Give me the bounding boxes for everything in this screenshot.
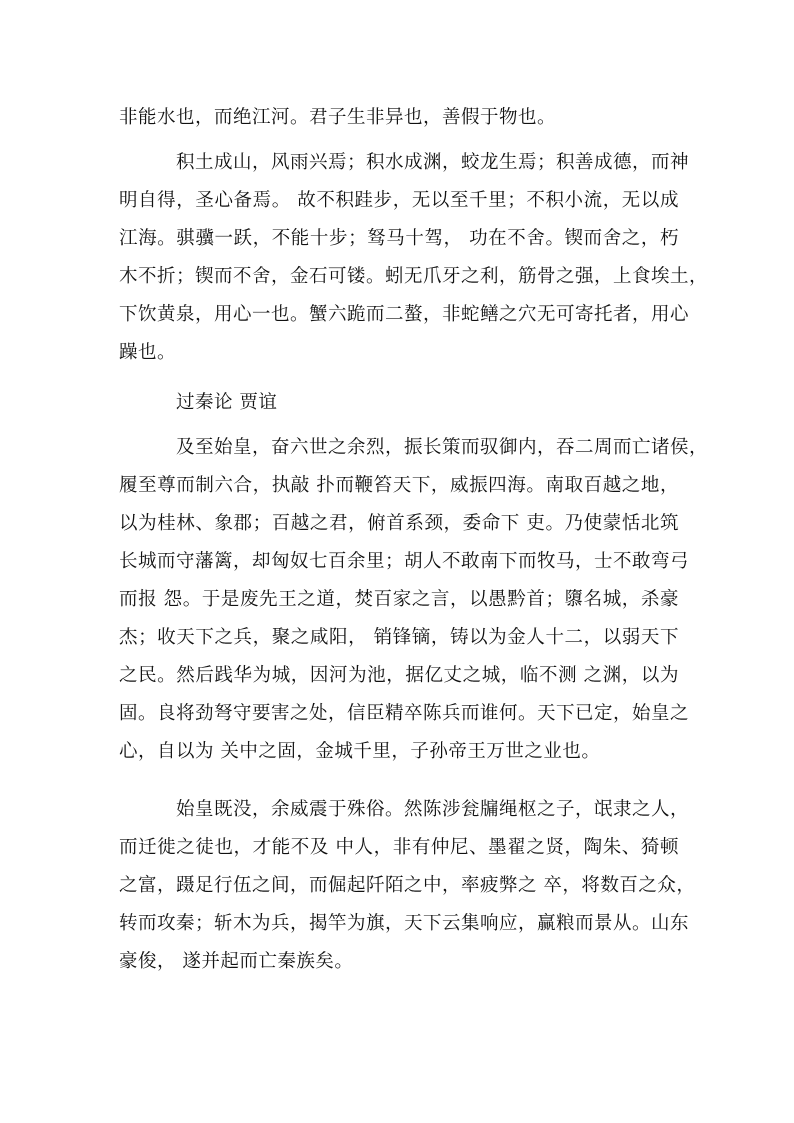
text-line: 始皇既没，余威震于殊俗。然陈涉瓮牖绳枢之子，氓隶之人， (176, 799, 690, 820)
text-line: 而迁徙之徒也，才能不及 中人，非有仲尼、墨翟之贤，陶朱、猗顿 (119, 837, 679, 858)
text-line: 心，自以为 关中之固，金城千里，子孙帝王万世之业也。 (119, 741, 601, 762)
text-line: 之民。然后践华为城，因河为池，据亿丈之城，临不测 之渊，以为 (119, 665, 679, 686)
text-line: 之富，蹑足行伍之间，而倔起阡陌之中，率疲弊之 卒，将数百之众， (119, 875, 696, 896)
text-line: 躁也。 (119, 342, 177, 363)
text-line: 下饮黄泉，用心一也。蟹六跪而二螯，非蛇鳝之穴无可寄托者，用心 (119, 304, 690, 325)
text-line: 非能水也，而绝江河。君子生非异也，善假于物也。 (119, 107, 557, 128)
text-line: 以为桂林、象郡；百越之君，俯首系颈，委命下 吏。乃使蒙恬北筑 (119, 513, 679, 534)
text-line: 木不折；锲而不舍，金石可镂。蚓无爪牙之利，筋骨之强，上食埃土， (119, 266, 709, 287)
text-line: 固。良将劲弩守要害之处，信臣精卒陈兵而谁何。天下已定，始皇之 (119, 703, 690, 724)
text-line: 而报 怨。于是废先王之道，焚百家之言，以愚黔首；隳名城，杀豪 (119, 589, 679, 610)
text-line: 长城而守藩篱，却匈奴七百余里；胡人不敢南下而牧马，士不敢弯弓 (119, 551, 690, 572)
text-line: 杰；收天下之兵，聚之咸阳， 销锋镝，铸以为金人十二，以弱天下 (119, 627, 679, 648)
section-heading: 过秦论 贾谊 (176, 392, 278, 413)
text-line: 及至始皇，奋六世之余烈，振长策而驭御内，吞二周而亡诸侯， (176, 437, 709, 458)
text-line: 明自得，圣心备焉。 故不积跬步，无以至千里；不积小流，无以成 (119, 190, 679, 211)
text-line: 豪俊， 遂并起而亡秦族矣。 (119, 951, 354, 972)
text-line: 积土成山，风雨兴焉；积水成渊，蛟龙生焉；积善成德，而神 (176, 152, 690, 173)
text-line: 履至尊而制六合，执敲 扑而鞭笞天下，威振四海。南取百越之地， (119, 475, 679, 496)
text-line: 江海。骐骥一跃，不能十步；驽马十驾， 功在不舍。锲而舍之，朽 (119, 228, 679, 249)
text-line: 转而攻秦；斩木为兵，揭竿为旗，天下云集响应，赢粮而景从。山东 (119, 913, 690, 934)
